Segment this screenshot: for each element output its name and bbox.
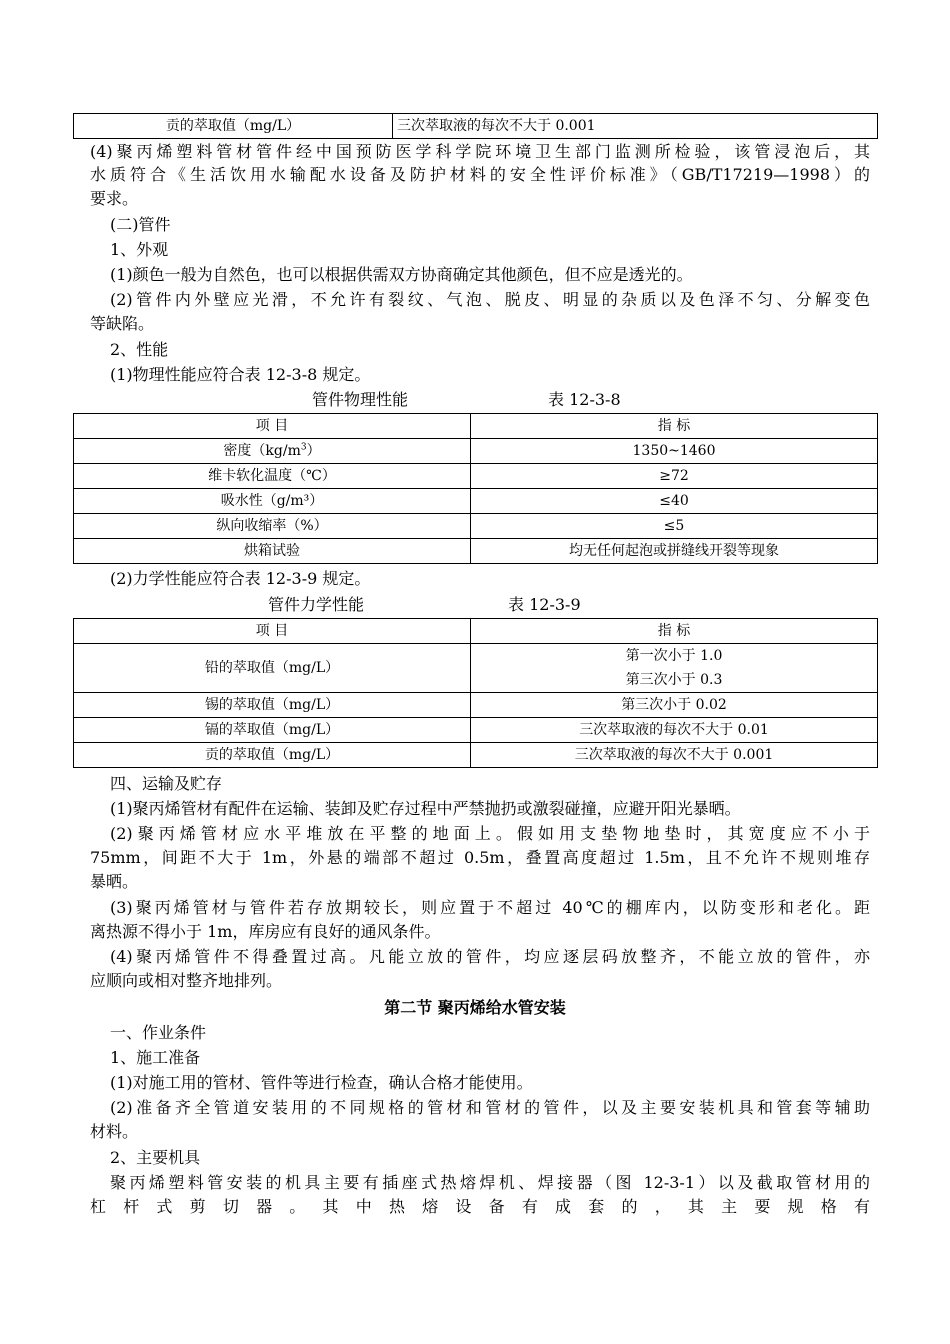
table-title: 管件物理性能 xyxy=(312,390,409,409)
paragraph-line: (1)对施工用的管材、管件等进行检查，确认合格才能使用。 xyxy=(110,1073,533,1092)
section-label: 1、施工准备 xyxy=(110,1048,201,1067)
table-number: 表 12-3-8 xyxy=(548,390,621,409)
header-cell: 项 目 xyxy=(74,414,471,439)
paragraph-line: (3)聚丙烯管材与管件若存放期较长，则应置于不超过 40℃的棚库内，以防变形和老化。距 xyxy=(110,898,870,917)
table-row xyxy=(74,539,878,564)
table-cell: 均无任何起泡或拼缝线开裂等现象 xyxy=(471,539,878,564)
paragraph-line: (2)管件内外壁应光滑，不允许有裂纹、气泡、脱皮、明显的杂质以及色泽不匀、分解变色 xyxy=(110,290,870,309)
header-cell: 指 标 xyxy=(471,414,878,439)
paragraph-line: 杠 杆 式 剪 切 器 。 其 中 热 熔 设 备 有 成 套 的 ， 其 主 要 规 格 有 xyxy=(90,1197,870,1216)
header-cell: 项 目 xyxy=(74,619,471,644)
top-table-fragment xyxy=(73,113,878,139)
section-label: 1、外观 xyxy=(110,240,169,259)
paragraph-line: 水质符合《生活饮用水输配水设备及防护材料的安全性评价标准》（GB/T17219—1998）的 xyxy=(90,165,870,184)
header-cell: 指 标 xyxy=(471,619,878,644)
table-row xyxy=(74,439,878,464)
table-row xyxy=(74,743,878,768)
cell-line: 第一次小于 1.0 xyxy=(625,648,723,664)
paragraph-line: (1)聚丙烯管材有配件在运输、装卸及贮存过程中严禁抛扔或激裂碰撞，应避开阳光暴晒。 xyxy=(110,799,741,818)
table-row xyxy=(74,114,878,139)
table-cell xyxy=(471,644,878,693)
table-title: 管件力学性能 xyxy=(268,595,365,614)
table-cell: 贡的萃取值（mg/L） xyxy=(74,743,471,768)
paragraph-line: 离热源不得小于 1m，库房应有良好的通风条件。 xyxy=(90,922,441,941)
paragraph-line: (1)颜色一般为自然色，也可以根据供需双方协商确定其他颜色，但不应是透光的。 xyxy=(110,265,693,284)
table-cell: 锡的萃取值（mg/L） xyxy=(74,693,471,718)
table-cell: 贡的萃取值（mg/L） xyxy=(74,114,393,139)
paragraph-line: (2)力学性能应符合表 12-3-9 规定。 xyxy=(110,569,371,588)
table-row xyxy=(74,693,878,718)
section-label: (二)管件 xyxy=(110,215,171,234)
table-cell: 1350~1460 xyxy=(471,439,878,464)
table-cell: ≥72 xyxy=(471,464,878,489)
table-row xyxy=(74,644,878,693)
paragraph-line: (1)物理性能应符合表 12-3-8 规定。 xyxy=(110,365,371,384)
table-cell: ≤40 xyxy=(471,489,878,514)
cell-line: 第三次小于 0.3 xyxy=(625,672,723,688)
section-label: 2、性能 xyxy=(110,340,169,359)
table-row xyxy=(74,489,878,514)
section-heading: 第二节 聚丙烯给水管安装 xyxy=(384,998,566,1017)
paragraph-line: (2)聚丙烯管材应水平堆放在平整的地面上。假如用支垫物地垫时，其宽度应不小于 xyxy=(110,824,870,843)
table-cell: 三次萃取液的每次不大于 0.001 xyxy=(471,743,878,768)
paragraph-line: 材料。 xyxy=(90,1122,139,1141)
paragraph-line: 要求。 xyxy=(90,189,139,208)
table-cell: 镉的萃取值（mg/L） xyxy=(74,718,471,743)
table-row xyxy=(74,514,878,539)
table-row xyxy=(74,718,878,743)
section-label: 2、主要机具 xyxy=(110,1148,201,1167)
physical-properties-table xyxy=(73,413,878,564)
table-row xyxy=(74,464,878,489)
table-number: 表 12-3-9 xyxy=(508,595,581,614)
paragraph-line: (4)聚丙烯塑料管材管件经中国预防医学科学院环境卫生部门监测所检验，该管浸泡后，其 xyxy=(90,142,870,161)
table-header-row xyxy=(74,619,878,644)
paragraph-line: 暴晒。 xyxy=(90,872,139,891)
table-cell: 密度$(kg/m^3)$ xyxy=(74,439,471,464)
paragraph-line: 聚丙烯塑料管安装的机具主要有插座式热熔焊机、焊接器（图 12-3-1）以及截取管材用的 xyxy=(110,1173,870,1192)
paragraph-line: (4)聚丙烯管件不得叠置过高。凡能立放的管件，均应逐层码放整齐，不能立放的管件，亦 xyxy=(110,947,870,966)
table-cell: ≤5 xyxy=(471,514,878,539)
paragraph-line: 等缺陷。 xyxy=(90,314,155,333)
section-label: 一、作业条件 xyxy=(110,1023,207,1042)
table-cell: 吸水性（g/m³） xyxy=(74,489,471,514)
paragraph-line: (2)准备齐全管道安装用的不同规格的管材和管材的管件，以及主要安装机具和管套等辅助 xyxy=(110,1098,870,1117)
paragraph-line: 75mm，间距不大于 1m，外悬的端部不超过 0.5m，叠置高度超过 1.5m，且不允许不规则堆存 xyxy=(90,848,870,867)
table-cell: 三次萃取液的每次不大于 0.001 xyxy=(393,114,878,139)
table-cell: 烘箱试验 xyxy=(74,539,471,564)
mechanical-properties-table xyxy=(73,618,878,768)
paragraph-line: 应顺向或相对整齐地排列。 xyxy=(90,971,283,990)
table-cell: 三次萃取液的每次不大于 0.01 xyxy=(471,718,878,743)
section-label: 四、运输及贮存 xyxy=(110,774,223,793)
table-cell: 第三次小于 0.02 xyxy=(471,693,878,718)
table-header-row xyxy=(74,414,878,439)
table-cell: 纵向收缩率（%） xyxy=(74,514,471,539)
table-cell: 维卡软化温度（℃） xyxy=(74,464,471,489)
table-cell: 铅的萃取值（mg/L） xyxy=(74,644,471,693)
